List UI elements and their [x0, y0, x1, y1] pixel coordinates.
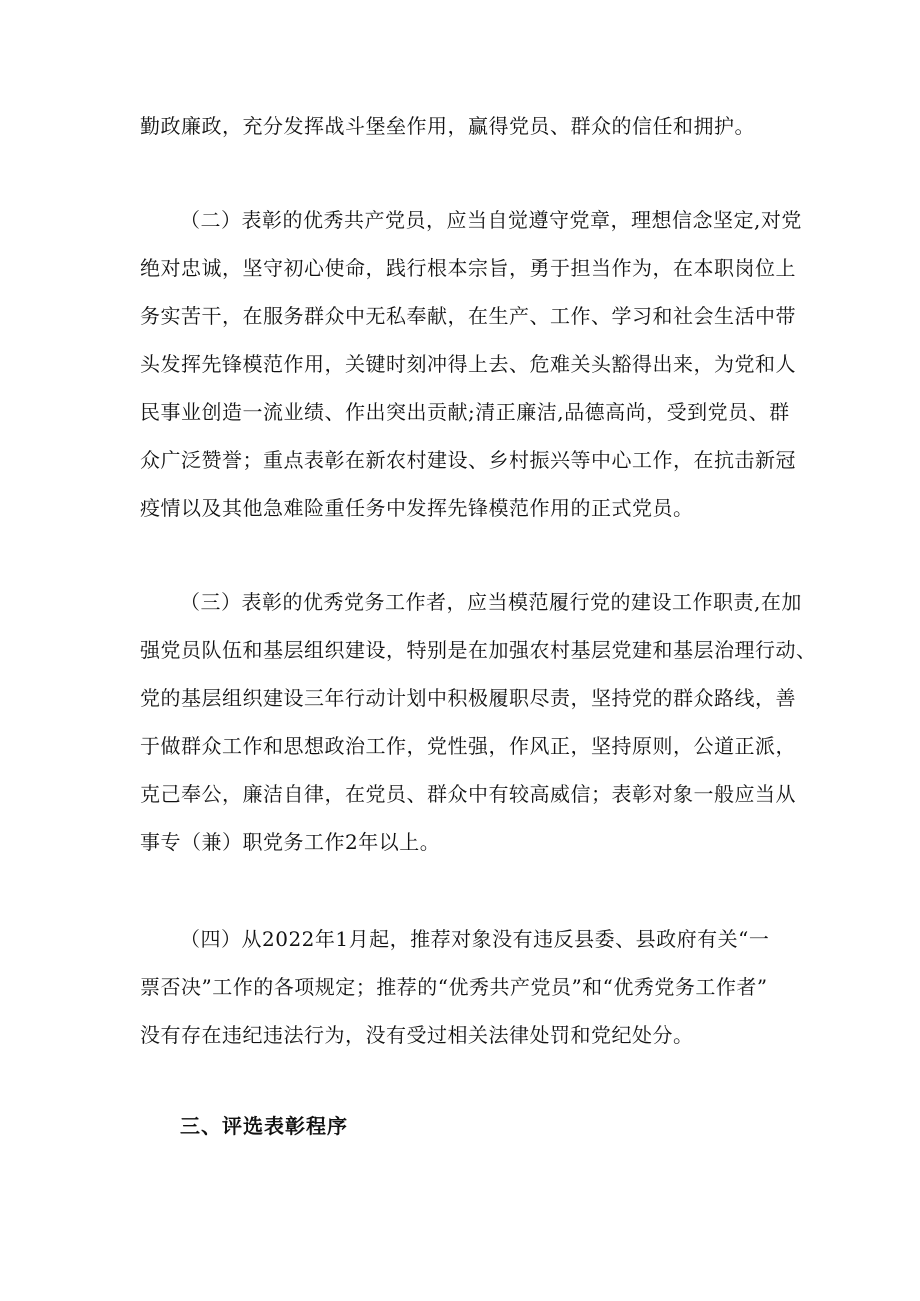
paragraph-3-line-4: 于做群众工作和思想政治工作，党性强，作风正，坚持原则，公道正派， — [140, 734, 796, 758]
paragraph-3-line-6: 事专（兼）职党务工作2年以上。 — [140, 830, 441, 854]
paragraph-2-line-7: 疫情以及其他急难险重任务中发挥先锋模范作用的正式党员。 — [140, 496, 694, 520]
paragraph-2-line-6: 众广泛赞誉；重点表彰在新农村建设、乡村振兴等中心工作，在抗击新冠 — [140, 448, 796, 472]
paragraph-2-line-1: （二）表彰的优秀共产党员，应当自觉遵守党章，理想信念坚定,对党 — [180, 208, 802, 232]
section-heading: 三、评选表彰程序 — [180, 1114, 348, 1138]
paragraph-3-line-1: （三）表彰的优秀党务工作者，应当模范履行党的建设工作职责,在加 — [180, 590, 802, 614]
paragraph-4-line-2: 票否决”工作的各项规定；推荐的“优秀共产党员”和“优秀党务工作者” — [140, 975, 768, 999]
paragraph-3-line-2: 强党员队伍和基层组织建设，特别是在加强农村基层党建和基层治理行动、 — [140, 638, 817, 662]
paragraph-2-line-5: 民事业创造一流业绩、作出突出贡献;清正廉洁,品德高尚，受到党员、群 — [140, 400, 790, 424]
paragraph-3-line-3: 党的基层组织建设三年行动计划中积极履职尽责，坚持党的群众路线，善 — [140, 686, 796, 710]
paragraph-4-line-3: 没有存在违纪违法行为，没有受过相关法律处罚和党纪处分。 — [140, 1023, 694, 1047]
paragraph-2-line-3: 务实苦干，在服务群众中无私奉献，在生产、工作、学习和社会生活中带 — [140, 304, 796, 328]
paragraph-2-line-4: 头发挥先锋模范作用，关键时刻冲得上去、危难关头豁得出来，为党和人 — [140, 352, 796, 376]
paragraph-4-line-1: （四）从2022年1月起，推荐对象没有违反县委、县政府有关“一 — [180, 927, 770, 951]
paragraph-3-line-5: 克己奉公，廉洁自律，在党员、群众中有较高威信；表彰对象一般应当从 — [140, 782, 796, 806]
paragraph-2-line-2: 绝对忠诚，坚守初心使命，践行根本宗旨，勇于担当作为，在本职岗位上 — [140, 256, 796, 280]
paragraph-1-line-1: 勤政廉政，充分发挥战斗堡垒作用，赢得党员、群众的信任和拥护。 — [140, 114, 755, 138]
